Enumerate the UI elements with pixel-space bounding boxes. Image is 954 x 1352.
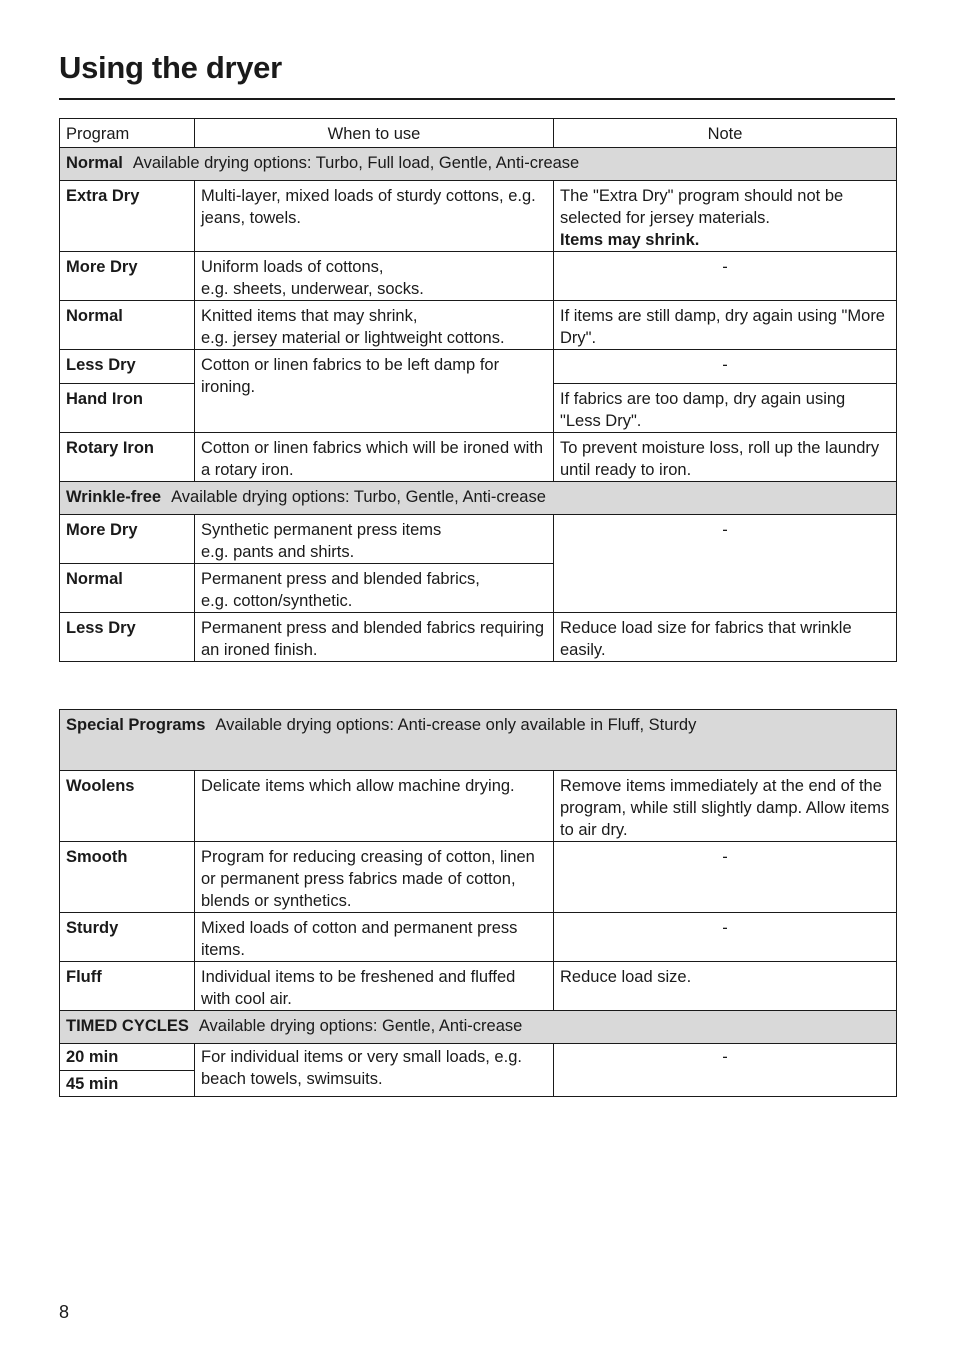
when-text: Synthetic permanent press items: [201, 521, 442, 539]
program-name: 45 min: [66, 1075, 119, 1093]
section-options: Available drying options: Gentle, Anti-crease: [198, 1017, 523, 1035]
program-name: Less Dry: [66, 619, 136, 637]
table-row: [60, 301, 897, 350]
when-text: e.g. cotton/synthetic.: [201, 592, 353, 610]
note-text: -: [722, 1048, 728, 1066]
note-text: To prevent moisture loss, roll up the laundry until ready to iron.: [560, 439, 880, 479]
section-special-programs: [60, 710, 897, 771]
section-normal: [60, 148, 897, 181]
note-text: -: [722, 848, 728, 866]
program-name: Hand Iron: [66, 390, 143, 408]
table-row: [60, 913, 897, 962]
program-name: Fluff: [66, 968, 102, 986]
program-name: 20 min: [66, 1048, 119, 1066]
table-header-row: [60, 119, 897, 148]
when-text: Uniform loads of cottons,: [201, 258, 384, 276]
program-name: More Dry: [66, 258, 138, 276]
note-text: Reduce load size for fabrics that wrinkle easily.: [560, 619, 852, 659]
when-text: e.g. sheets, underwear, socks.: [201, 280, 424, 298]
table-row: [60, 1044, 897, 1071]
when-text: Permanent press and blended fabrics requiring an ironed finish.: [201, 619, 545, 659]
note-text: If items are still damp, dry again using "More Dry".: [560, 307, 885, 347]
table-row: [60, 252, 897, 301]
note-text: -: [722, 356, 728, 374]
header-program: Program: [60, 119, 195, 148]
page-title: Using the dryer: [59, 50, 282, 85]
section-options: Available drying options: Anti-crease only available in Fluff, Sturdy: [215, 716, 697, 734]
program-name: More Dry: [66, 521, 138, 539]
when-text: Program for reducing creasing of cotton, linen or permanent press fabrics made of cotton, blends or synthetics.: [201, 848, 535, 910]
program-name: Normal: [66, 570, 123, 588]
program-name: Normal: [66, 307, 123, 325]
title-divider: [59, 98, 895, 100]
note-text: -: [722, 919, 728, 937]
program-name: Rotary Iron: [66, 439, 155, 457]
note-text: The "Extra Dry" program should not be selected for jersey materials.: [560, 187, 844, 227]
page-number: 8: [59, 1302, 70, 1322]
table-row: [60, 771, 897, 842]
program-name: Less Dry: [66, 356, 136, 374]
section-timed-cycles: [60, 1011, 897, 1044]
program-name: Woolens: [66, 777, 135, 795]
when-text: e.g. pants and shirts.: [201, 543, 355, 561]
note-text: Remove items immediately at the end of the program, while still slightly damp. Allow items to air dry.: [560, 777, 890, 839]
when-text: Cotton or linen fabrics to be left damp for ironing.: [201, 356, 500, 396]
note-text: If fabrics are too damp, dry again using "Less Dry".: [560, 390, 846, 430]
when-text: For individual items or very small loads, e.g. beach towels, swimsuits.: [201, 1048, 522, 1088]
program-name: Smooth: [66, 848, 128, 866]
when-text: Permanent press and blended fabrics,: [201, 570, 480, 588]
programs-table: [59, 118, 897, 662]
note-text: -: [722, 521, 728, 539]
note-warning: Items may shrink.: [560, 231, 700, 249]
note-text: Reduce load size.: [560, 968, 692, 986]
table-row: [60, 181, 897, 252]
when-text: Cotton or linen fabrics which will be ironed with a rotary iron.: [201, 439, 544, 479]
section-name: Normal: [66, 154, 123, 172]
when-text: e.g. jersey material or lightweight cottons.: [201, 329, 505, 347]
program-name: Extra Dry: [66, 187, 140, 205]
program-name: Sturdy: [66, 919, 119, 937]
when-text: Delicate items which allow machine drying.: [201, 777, 515, 795]
header-note: Note: [554, 119, 897, 148]
note-text: -: [722, 258, 728, 276]
when-text: Individual items to be freshened and fluffed with cool air.: [201, 968, 516, 1008]
section-options: Available drying options: Turbo, Full load, Gentle, Anti-crease: [132, 154, 580, 172]
when-text: Knitted items that may shrink,: [201, 307, 418, 325]
section-name: Special Programs: [66, 716, 206, 734]
table-row: [60, 515, 897, 564]
table-row: [60, 613, 897, 662]
section-options: Available drying options: Turbo, Gentle, Anti-crease: [171, 488, 546, 506]
section-name: TIMED CYCLES: [66, 1017, 189, 1035]
section-name: Wrinkle-free: [66, 488, 162, 506]
table-row: [60, 433, 897, 482]
table-row: [60, 962, 897, 1011]
table-row: [60, 842, 897, 913]
special-programs-table: [59, 709, 897, 1097]
section-wrinkle-free: [60, 482, 897, 515]
when-text: Mixed loads of cotton and permanent press items.: [201, 919, 518, 959]
when-text: Multi-layer, mixed loads of sturdy cottons, e.g. jeans, towels.: [201, 187, 536, 227]
header-when-to-use: When to use: [195, 119, 554, 148]
table-row: [60, 350, 897, 384]
